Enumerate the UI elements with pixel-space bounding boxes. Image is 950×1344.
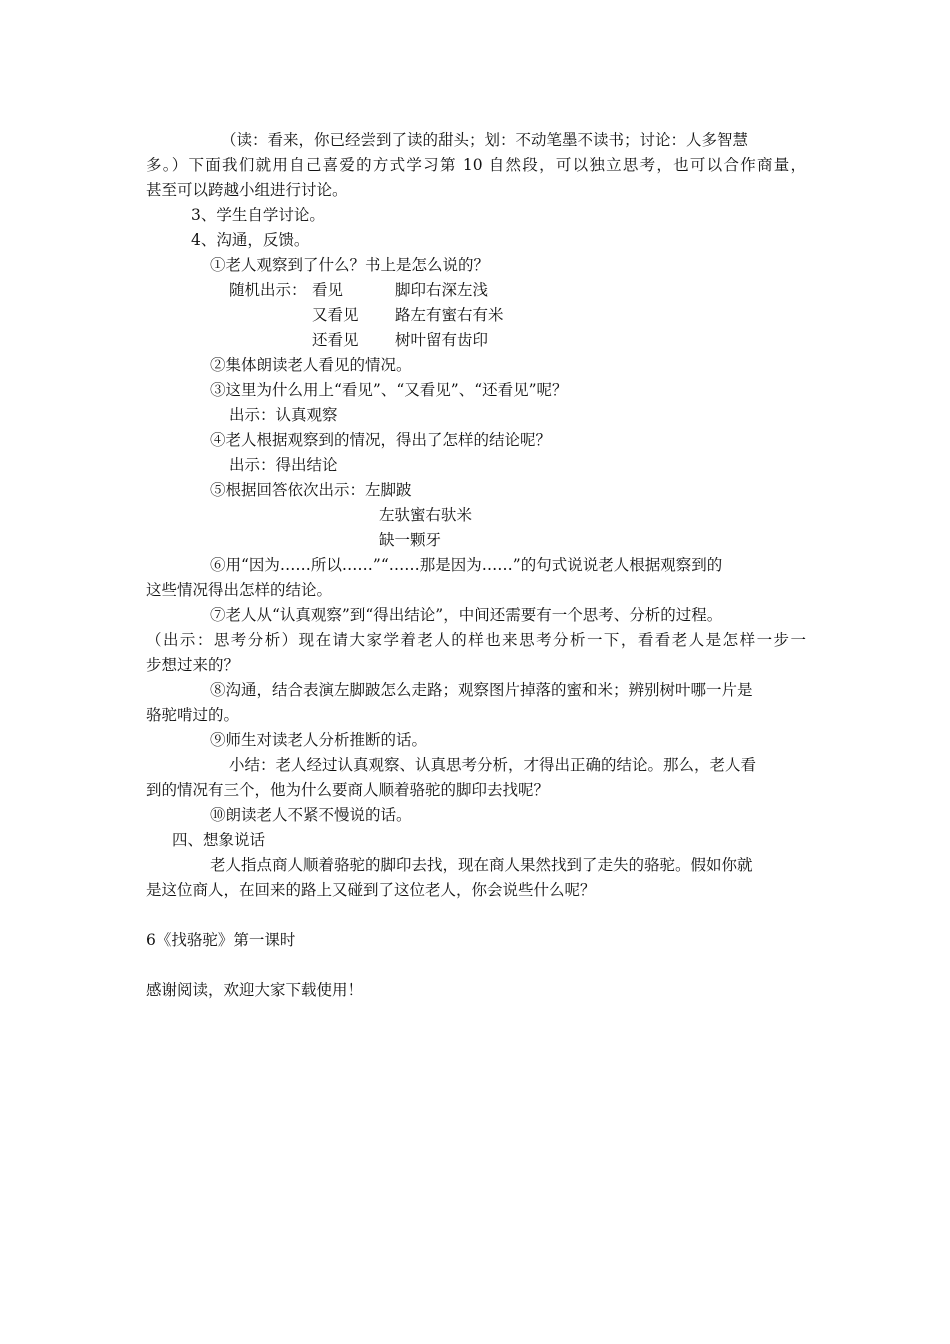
show-line: 缺一颗牙 bbox=[379, 531, 442, 549]
summary-line: 小结：老人经过认真观察、认真思考分析，才得出正确的结论。那么，老人看 bbox=[229, 756, 757, 774]
step-item: 3、学生自学讨论。 bbox=[191, 206, 325, 224]
thanks-line: 感谢阅读，欢迎大家下载使用！ bbox=[146, 981, 364, 999]
paragraph-line: 步想过来的？ bbox=[146, 656, 240, 674]
question-item: ⑥用“因为……所以……”“……那是因为……”的句式说说老人根据观察到的 bbox=[210, 556, 723, 574]
section-heading: 四、想象说话 bbox=[172, 831, 266, 849]
question-item: ④老人根据观察到的情况，得出了怎样的结论呢？ bbox=[210, 431, 552, 449]
table-cell: 看见 bbox=[312, 281, 344, 299]
question-item: ⑨师生对读老人分析推断的话。 bbox=[210, 731, 428, 749]
document-title-line: 6《找骆驼》第一课时 bbox=[146, 931, 296, 949]
paragraph-line: 老人指点商人顺着骆驼的脚印去找，现在商人果然找到了走失的骆驼。假如你就 bbox=[210, 856, 753, 874]
paragraph-line: 是这位商人，在回来的路上又碰到了这位老人，你会说些什么呢？ bbox=[146, 881, 596, 899]
question-item: ②集体朗读老人看见的情况。 bbox=[210, 356, 412, 374]
question-item: ⑧沟通，结合表演左脚跛怎么走路；观察图片掉落的蜜和米；辨别树叶哪一片是 bbox=[210, 681, 753, 699]
table-cell: 又看见 bbox=[312, 306, 359, 324]
show-line: 出示：认真观察 bbox=[229, 406, 338, 424]
table-cell: 路左有蜜右有米 bbox=[395, 306, 504, 324]
paragraph-line: （出示：思考分析）现在请大家学着老人的样也来思考分析一下，看看老人是怎样一步一 bbox=[146, 631, 806, 649]
table-cell: 脚印右深左浅 bbox=[395, 281, 489, 299]
question-item: ①老人观察到了什么？书上是怎么说的？ bbox=[210, 256, 490, 274]
table-cell: 还看见 bbox=[312, 331, 359, 349]
paragraph-line: 这些情况得出怎样的结论。 bbox=[146, 581, 333, 599]
paragraph-line: 甚至可以跨越小组进行讨论。 bbox=[146, 181, 348, 199]
show-line: 出示：得出结论 bbox=[229, 456, 338, 474]
paragraph-line: （读：看来，你已经尝到了读的甜头；划：不动笔墨不读书；讨论：人多智慧 bbox=[221, 131, 749, 149]
question-item: ③这里为什么用上“看见”、“又看见”、“还看见”呢？ bbox=[210, 381, 568, 399]
question-item: ⑤根据回答依次出示：左脚跛 bbox=[210, 481, 412, 499]
question-item: ⑦老人从“认真观察”到“得出结论”，中间还需要有一个思考、分析的过程。 bbox=[210, 606, 723, 624]
step-item: 4、沟通，反馈。 bbox=[191, 231, 310, 249]
table-cell: 树叶留有齿印 bbox=[395, 331, 489, 349]
question-item: ⑩朗读老人不紧不慢说的话。 bbox=[210, 806, 412, 824]
paragraph-line: 多。）下面我们就用自己喜爱的方式学习第 10 自然段，可以独立思考，也可以合作商量， bbox=[146, 156, 806, 174]
paragraph-line: 到的情况有三个，他为什么要商人顺着骆驼的脚印去找呢？ bbox=[146, 781, 550, 799]
paragraph-line: 骆驼啃过的。 bbox=[146, 706, 240, 724]
show-label: 随机出示： bbox=[229, 281, 307, 299]
show-line: 左驮蜜右驮米 bbox=[379, 506, 473, 524]
